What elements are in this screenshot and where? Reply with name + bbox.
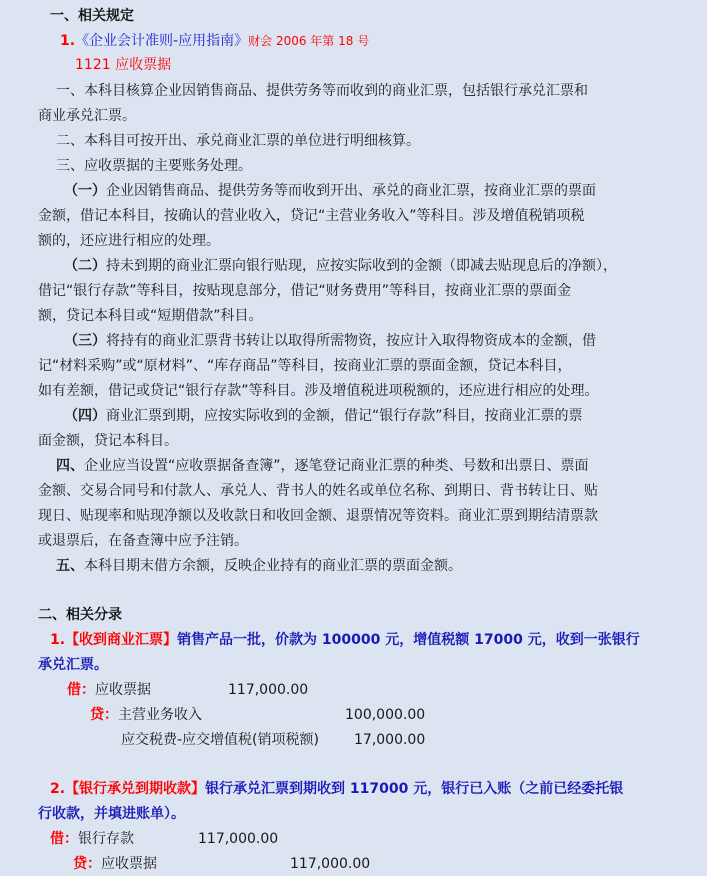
sub-item-4-label: （四） bbox=[64, 408, 106, 424]
debit-label: 借： bbox=[67, 682, 95, 698]
paragraph-4-label: 四、 bbox=[56, 458, 84, 474]
debit-account: 银行存款 bbox=[78, 831, 134, 847]
sub-item-4-line-1: （四）商业汇票到期，应按实际收到的金额，借记“银行存款”科目，按商业汇票的票 bbox=[64, 408, 583, 424]
sub-item-3-label: （三） bbox=[64, 333, 106, 349]
entry-2-credit-row bbox=[73, 855, 157, 873]
sub-item-2-line-2: 借记“银行存款”等科目，按贴现息部分，借记“财务费用”等科目，按商业汇票的票面金 bbox=[38, 283, 572, 299]
paragraph-4-line-4: 或退票后，在备查簿中应予注销。 bbox=[38, 533, 248, 549]
paragraph-4-line-1: 四、企业应当设置“应收票据备查簿”，逐笔登记商业汇票的种类、号数和出票日、票面 bbox=[56, 458, 589, 474]
sub-item-1-label: （一） bbox=[64, 183, 106, 199]
paragraph-4-line-2: 金额、交易合同号和付款人、承兑人、背书人的姓名或单位名称、到期日、背书转让日、贴 bbox=[38, 483, 598, 499]
credit-account: 主营业务收入 bbox=[118, 707, 202, 723]
account-code-title: 1121 应收票据 bbox=[75, 57, 172, 73]
debit-account: 应收票据 bbox=[95, 682, 151, 698]
entry-1-debit-amount: 117,000.00 bbox=[228, 682, 309, 698]
credit-account: 应收票据 bbox=[101, 856, 157, 872]
entry-1-number: 1. bbox=[50, 632, 66, 648]
sub-item-1-line-1: （一）企业因销售商品、提供劳务等而收到开出、承兑的商业汇票，按商业汇票的票面 bbox=[64, 183, 596, 199]
paragraph-5-label: 五、 bbox=[56, 558, 84, 574]
entry-2-number: 2. bbox=[50, 781, 66, 797]
reference-line bbox=[60, 32, 369, 50]
entry-1-description-line-2: 承兑汇票。 bbox=[38, 657, 108, 673]
sub-item-1-line-2: 金额，借记本科目，按确认的营业收入，贷记“主营业务收入”等科目。涉及增值税销项税 bbox=[38, 208, 585, 224]
entry-1-debit-row bbox=[67, 681, 151, 699]
sub-item-2-line-1: （二）持未到期的商业汇票向银行贴现，应按实际收到的金额（即减去贴现息后的净额）， bbox=[64, 258, 617, 274]
entry-2-heading bbox=[50, 780, 623, 798]
reference-source: 财会 2006 年第 18 号 bbox=[248, 34, 370, 48]
entry-1-heading bbox=[50, 631, 640, 649]
sub-item-3-line-3: 如有差额，借记或贷记“银行存款”等科目。涉及增值税进项税额的，还应进行相应的处理。 bbox=[38, 383, 599, 399]
credit-label: 贷： bbox=[73, 856, 101, 872]
entry-1-tag: 【收到商业汇票】 bbox=[65, 632, 178, 648]
paragraph-2: 二、本科目可按开出、承兑商业汇票的单位进行明细核算。 bbox=[56, 133, 420, 149]
entry-2-debit-row bbox=[50, 830, 134, 848]
entry-1-credit-account-2: 应交税费-应交增值税(销项税额) bbox=[121, 732, 319, 748]
credit-label: 贷： bbox=[90, 707, 118, 723]
sub-item-4-line-2: 面金额，贷记本科目。 bbox=[38, 433, 178, 449]
paragraph-4-line-3: 现日、贴现率和贴现净额以及收款日和收回金额、退票情况等资料。商业汇票到期结清票款 bbox=[38, 508, 598, 524]
entry-2-tag: 【银行承兑到期收款】 bbox=[65, 781, 206, 797]
sub-item-3-line-1: （三）将持有的商业汇票背书转让以取得所需物资，按应计入取得物资成本的金额，借 bbox=[64, 333, 596, 349]
sub-item-2-label: （二） bbox=[64, 258, 106, 274]
debit-label: 借： bbox=[50, 831, 78, 847]
section-title-entries: 二、相关分录 bbox=[38, 607, 122, 623]
paragraph-1-line-1: 一、本科目核算企业因销售商品、提供劳务等而收到的商业汇票，包括银行承兑汇票和 bbox=[56, 83, 588, 99]
entry-2-debit-amount: 117,000.00 bbox=[198, 831, 279, 847]
paragraph-1-line-2: 商业承兑汇票。 bbox=[38, 108, 136, 124]
reference-title-link[interactable]: 《企业会计准则-应用指南》 bbox=[75, 33, 249, 49]
entry-1-description: 销售产品一批，价款为 100000 元，增值税额 17000 元，收到一张银行 bbox=[177, 632, 640, 648]
sub-item-2-line-3: 额，贷记本科目或“短期借款”科目。 bbox=[38, 308, 263, 324]
sub-item-1-line-3: 额的，还应进行相应的处理。 bbox=[38, 233, 220, 249]
reference-number: 1. bbox=[60, 33, 76, 49]
paragraph-5: 五、本科目期末借方余额，反映企业持有的商业汇票的票面金额。 bbox=[56, 558, 462, 574]
entry-2-credit-amount: 117,000.00 bbox=[290, 856, 371, 872]
entry-2-description: 银行承兑汇票到期收到 117000 元，银行已入账（之前已经委托银 bbox=[205, 781, 624, 797]
entry-1-credit-row-1 bbox=[90, 706, 202, 724]
entry-1-credit-amount-2: 17,000.00 bbox=[354, 732, 426, 748]
paragraph-3: 三、应收票据的主要账务处理。 bbox=[56, 158, 252, 174]
section-title-regulations: 一、相关规定 bbox=[50, 8, 134, 24]
entry-2-description-line-2: 行收款，并填进账单）。 bbox=[38, 806, 185, 822]
sub-item-3-line-2: 记“材料采购”或“原材料”、“库存商品”等科目，按商业汇票的票面金额，贷记本科目， bbox=[38, 358, 572, 374]
entry-1-credit-amount-1: 100,000.00 bbox=[345, 707, 426, 723]
